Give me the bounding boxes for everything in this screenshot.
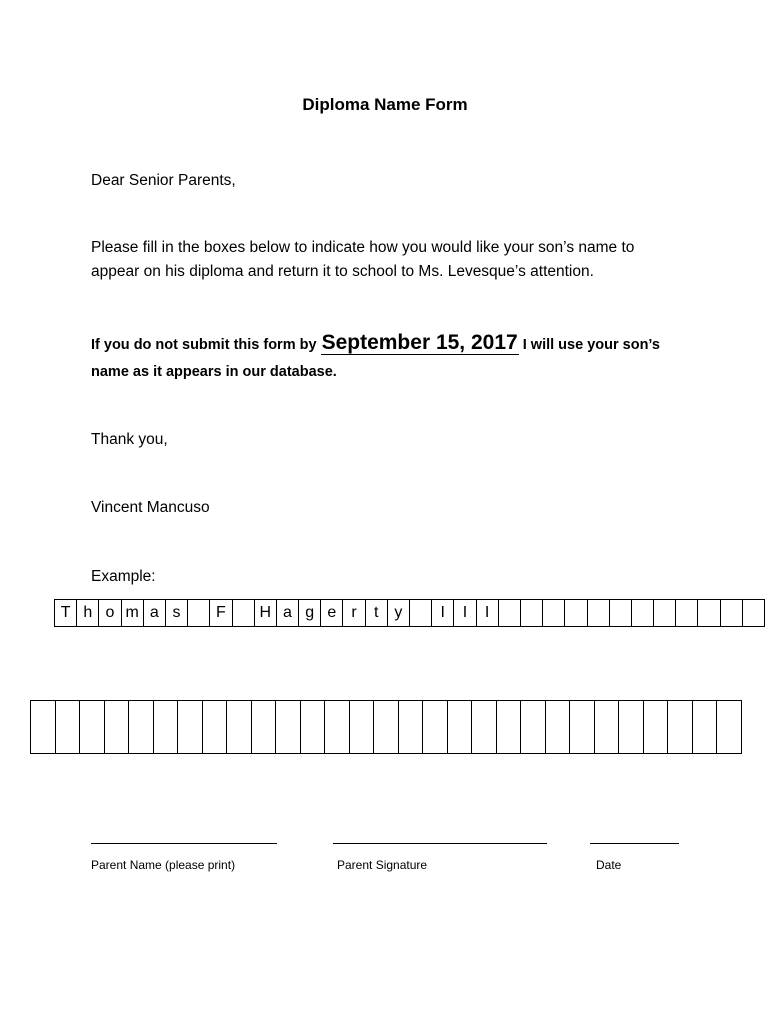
name-letter-box[interactable]	[497, 701, 522, 753]
example-letter-box: a	[277, 600, 299, 626]
example-letter-box: F	[210, 600, 232, 626]
example-letter-box	[588, 600, 610, 626]
example-letter-box	[565, 600, 587, 626]
name-letter-box[interactable]	[56, 701, 81, 753]
example-label: Example:	[91, 568, 156, 585]
name-letter-box[interactable]	[619, 701, 644, 753]
name-letter-box[interactable]	[399, 701, 424, 753]
deadline-suffix: I will use your son’s	[518, 337, 660, 353]
name-letter-box[interactable]	[252, 701, 277, 753]
example-letter-box	[499, 600, 521, 626]
example-letter-box: o	[99, 600, 121, 626]
name-letter-box[interactable]	[521, 701, 546, 753]
example-letter-box: I	[454, 600, 476, 626]
name-letter-box[interactable]	[203, 701, 228, 753]
name-letter-box[interactable]	[644, 701, 669, 753]
name-letter-box[interactable]	[693, 701, 718, 753]
name-letter-box[interactable]	[423, 701, 448, 753]
name-letter-box[interactable]	[227, 701, 252, 753]
name-letter-box[interactable]	[178, 701, 203, 753]
example-letter-box: m	[122, 600, 144, 626]
example-letter-box	[676, 600, 698, 626]
date-label: Date	[596, 858, 622, 872]
example-letter-box: a	[144, 600, 166, 626]
date-line[interactable]	[590, 843, 679, 844]
name-letter-box[interactable]	[80, 701, 105, 753]
name-letter-box[interactable]	[374, 701, 399, 753]
parent-name-line[interactable]	[91, 843, 277, 844]
example-letter-box: y	[388, 600, 410, 626]
name-entry-boxes[interactable]	[30, 700, 742, 754]
example-letter-box: t	[366, 600, 388, 626]
name-letter-box[interactable]	[717, 701, 742, 753]
example-letter-box	[743, 600, 765, 626]
name-letter-box[interactable]	[129, 701, 154, 753]
example-letter-box: H	[255, 600, 277, 626]
signer-name: Vincent Mancuso	[91, 499, 210, 516]
name-letter-box[interactable]	[276, 701, 301, 753]
example-letter-box: I	[432, 600, 454, 626]
name-letter-box[interactable]	[154, 701, 179, 753]
example-letter-box	[543, 600, 565, 626]
deadline-prefix: If you do not submit this form by	[91, 337, 321, 353]
parent-signature-line[interactable]	[333, 843, 547, 844]
example-letter-box: T	[55, 600, 77, 626]
example-letter-box: h	[77, 600, 99, 626]
name-letter-box[interactable]	[595, 701, 620, 753]
name-letter-box[interactable]	[546, 701, 571, 753]
page-title: Diploma Name Form	[302, 95, 468, 114]
example-letter-box	[233, 600, 255, 626]
parent-signature-label: Parent Signature	[337, 858, 428, 872]
greeting: Dear Senior Parents,	[91, 172, 236, 189]
example-name-boxes	[54, 599, 765, 627]
example-letter-box	[188, 600, 210, 626]
name-letter-box[interactable]	[570, 701, 595, 753]
example-letter-box	[721, 600, 743, 626]
name-letter-box[interactable]	[105, 701, 130, 753]
example-letter-box: g	[299, 600, 321, 626]
name-letter-box[interactable]	[31, 701, 56, 753]
example-letter-box	[632, 600, 654, 626]
name-letter-box[interactable]	[472, 701, 497, 753]
example-letter-box: s	[166, 600, 188, 626]
example-letter-box	[610, 600, 632, 626]
example-letter-box	[698, 600, 720, 626]
example-letter-box: r	[343, 600, 365, 626]
example-letter-box	[521, 600, 543, 626]
parent-name-label: Parent Name (please print)	[91, 858, 236, 872]
deadline-line-1	[91, 332, 660, 357]
closing: Thank you,	[91, 431, 168, 448]
name-letter-box[interactable]	[325, 701, 350, 753]
instructions-line-1: Please fill in the boxes below to indicate how you would like your son’s name to	[91, 239, 635, 256]
example-letter-box	[654, 600, 676, 626]
instructions-line-2: appear on his diploma and return it to school to Ms. Levesque’s attention.	[91, 263, 594, 280]
name-letter-box[interactable]	[668, 701, 693, 753]
example-letter-box: e	[321, 600, 343, 626]
name-letter-box[interactable]	[448, 701, 473, 753]
example-letter-box	[410, 600, 432, 626]
name-letter-box[interactable]	[301, 701, 326, 753]
name-letter-box[interactable]	[350, 701, 375, 753]
deadline-line-2: name as it appears in our database.	[91, 364, 337, 380]
example-letter-box: I	[477, 600, 499, 626]
deadline-date: September 15, 2017	[321, 331, 518, 354]
